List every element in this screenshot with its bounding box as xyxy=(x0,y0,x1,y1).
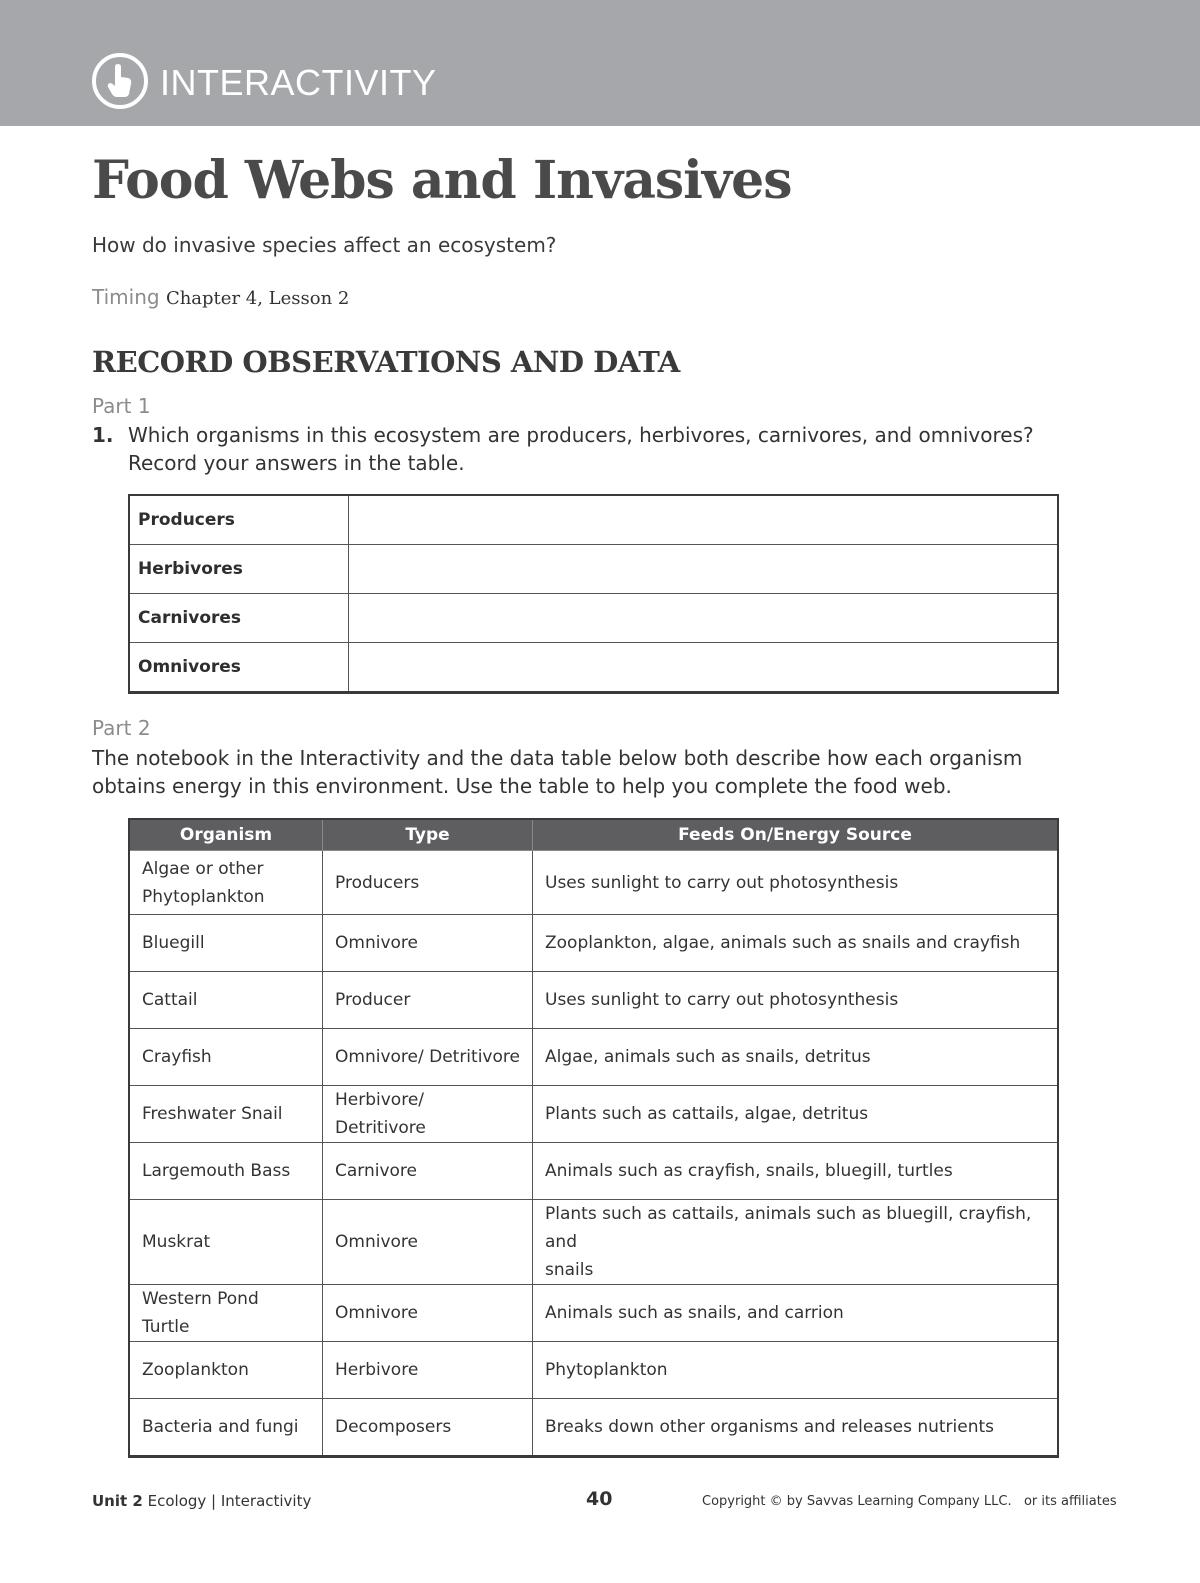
row-label-herbivores: Herbivores xyxy=(129,545,349,594)
classification-table xyxy=(128,494,1059,694)
organism-cell: Crayfish xyxy=(129,1029,323,1086)
footer-unit-info xyxy=(92,1492,311,1510)
organism-cell: Zooplankton xyxy=(129,1342,323,1399)
type-cell: Omnivore xyxy=(323,1200,533,1285)
instruction-line-2: Record your answers in the table. xyxy=(128,451,465,475)
row-label-producers: Producers xyxy=(129,495,349,545)
organism-data-table xyxy=(128,818,1059,1458)
header-organism: Organism xyxy=(129,819,323,851)
answer-cell-herbivores[interactable] xyxy=(349,545,1059,594)
table-row xyxy=(129,1086,1058,1143)
feeds-line-2: snails xyxy=(545,1260,594,1280)
feeds-cell: Plants such as cattails, algae, detritus xyxy=(533,1086,1059,1143)
organism-cell: Freshwater Snail xyxy=(129,1086,323,1143)
type-cell: Herbivore/ Detritivore xyxy=(323,1086,533,1143)
feeds-cell: Uses sunlight to carry out photosynthesis xyxy=(533,972,1059,1029)
part-2-instruction-line-2: obtains energy in this environment. Use the table to help you complete the food web. xyxy=(92,774,952,798)
feeds-cell: Animals such as crayfish, snails, bluegill, turtles xyxy=(533,1143,1059,1200)
organism-cell: Bacteria and fungi xyxy=(129,1399,323,1457)
banner-label: INTERACTIVITY xyxy=(160,62,437,103)
table-row xyxy=(129,1399,1058,1457)
pointing-hand-icon xyxy=(92,53,148,109)
organism-cell: Cattail xyxy=(129,972,323,1029)
feeds-cell: Zooplankton, algae, animals such as snails and crayfish xyxy=(533,915,1059,972)
organism-cell xyxy=(129,851,323,915)
type-cell: Omnivore xyxy=(323,915,533,972)
essential-question: How do invasive species affect an ecosystem? xyxy=(92,233,557,257)
type-cell: Decomposers xyxy=(323,1399,533,1457)
organism-cell: Western Pond Turtle xyxy=(129,1285,323,1342)
interactivity-banner xyxy=(0,0,1200,126)
header-row xyxy=(129,819,1058,851)
table-row xyxy=(129,1143,1058,1200)
feeds-cell: Uses sunlight to carry out photosynthesis xyxy=(533,851,1059,915)
header-type: Type xyxy=(323,819,533,851)
table-row xyxy=(129,972,1058,1029)
type-cell: Omnivore xyxy=(323,1285,533,1342)
part-2-label: Part 2 xyxy=(92,716,151,740)
answer-cell-carnivores[interactable] xyxy=(349,594,1059,643)
organism-cell: Largemouth Bass xyxy=(129,1143,323,1200)
table-row xyxy=(129,1285,1058,1342)
organism-line-1: Algae or other xyxy=(142,858,264,879)
page-title: Food Webs and Invasives xyxy=(92,150,792,211)
table-row xyxy=(129,1200,1058,1285)
section-heading: RECORD OBSERVATIONS AND DATA xyxy=(92,345,680,379)
timing-value: Chapter 4, Lesson 2 xyxy=(165,288,350,309)
table-row xyxy=(129,1029,1058,1086)
timing-label: Timing xyxy=(92,285,160,309)
answer-cell-producers[interactable] xyxy=(349,495,1059,545)
feeds-cell: Algae, animals such as snails, detritus xyxy=(533,1029,1059,1086)
table-row xyxy=(129,851,1058,915)
answer-cell-omnivores[interactable] xyxy=(349,643,1059,693)
organism-cell: Bluegill xyxy=(129,915,323,972)
header-feeds-on: Feeds On/Energy Source xyxy=(533,819,1059,851)
feeds-cell xyxy=(533,1200,1059,1285)
part-2-instruction-line-1: The notebook in the Interactivity and the data table below both describe how each organism xyxy=(92,746,1023,770)
type-cell: Producer xyxy=(323,972,533,1029)
table-row xyxy=(129,643,1058,693)
type-cell: Carnivore xyxy=(323,1143,533,1200)
instruction-line-1: Which organisms in this ecosystem are producers, herbivores, carnivores, and omnivores? xyxy=(128,423,1034,447)
footer-subject: Ecology | Interactivity xyxy=(147,1492,312,1510)
row-label-omnivores: Omnivores xyxy=(129,643,349,693)
organism-cell: Muskrat xyxy=(129,1200,323,1285)
type-cell: Producers xyxy=(323,851,533,915)
type-cell: Omnivore/ Detritivore xyxy=(323,1029,533,1086)
table-row xyxy=(129,594,1058,643)
feeds-line-1: Plants such as cattails, animals such as bluegill, crayfish, and xyxy=(545,1204,1032,1252)
question-number: 1. xyxy=(92,423,114,447)
table-row xyxy=(129,915,1058,972)
feeds-cell: Breaks down other organisms and releases nutrients xyxy=(533,1399,1059,1457)
part-1-instruction xyxy=(92,421,1034,449)
part-1-label: Part 1 xyxy=(92,394,151,418)
feeds-cell: Animals such as snails, and carrion xyxy=(533,1285,1059,1342)
table-row xyxy=(129,545,1058,594)
row-label-carnivores: Carnivores xyxy=(129,594,349,643)
page-number: 40 xyxy=(586,1488,613,1510)
feeds-cell: Phytoplankton xyxy=(533,1342,1059,1399)
footer-unit: Unit 2 xyxy=(92,1492,143,1510)
type-cell: Herbivore xyxy=(323,1342,533,1399)
table-row xyxy=(129,495,1058,545)
organism-line-2: Phytoplankton xyxy=(142,886,265,907)
timing xyxy=(92,285,349,309)
table-row xyxy=(129,1342,1058,1399)
copyright-notice: Copyright © by Savvas Learning Company LLC. or its affiliates xyxy=(702,1494,1117,1509)
